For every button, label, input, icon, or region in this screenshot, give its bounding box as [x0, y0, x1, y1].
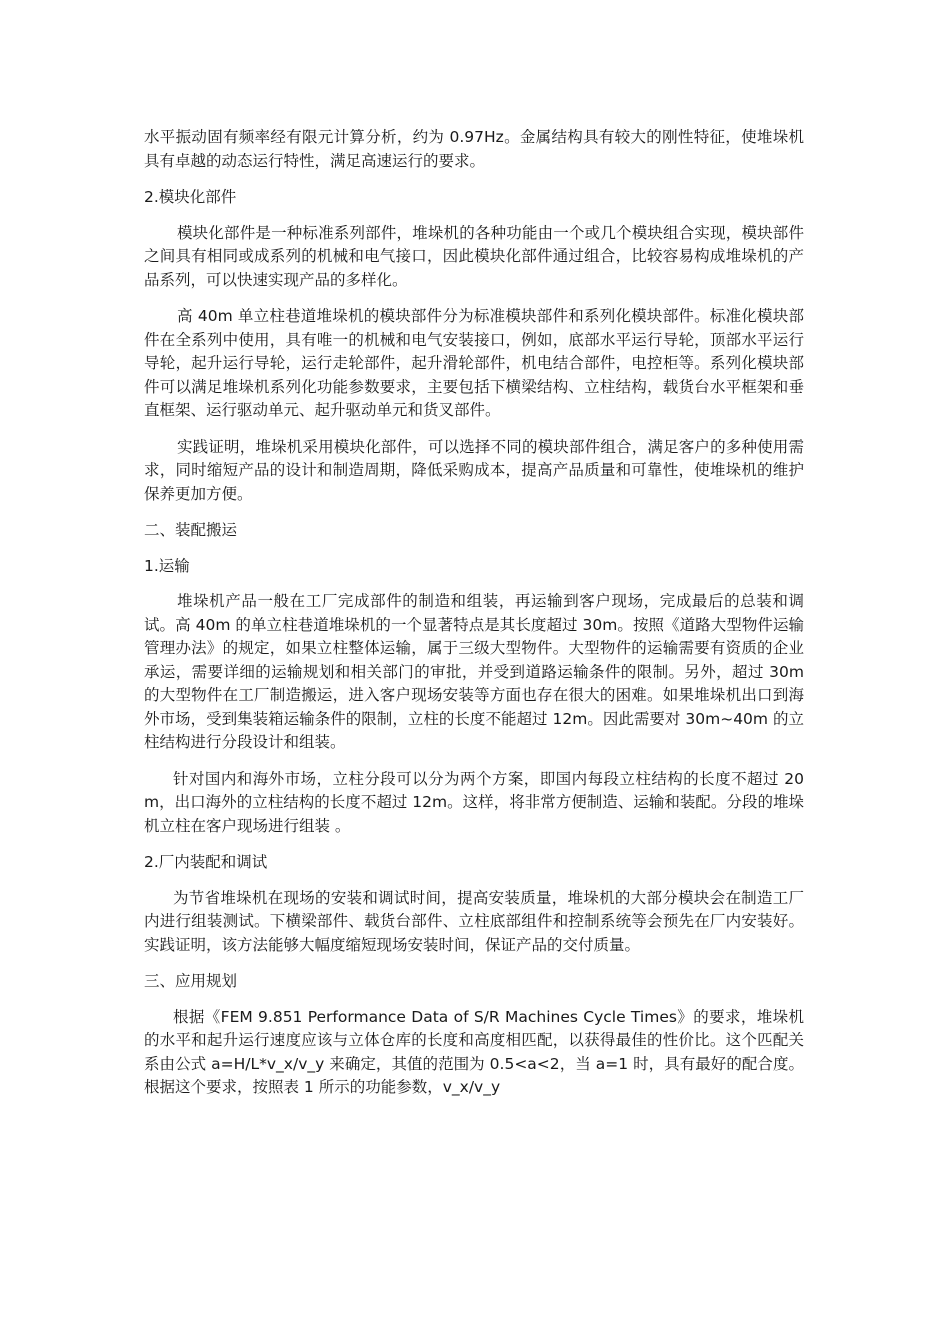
paragraph-factory-assembly: 为节省堆垛机在现场的安装和调试时间，提高安装质量，堆垛机的大部分模块会在制造工厂内进行组装测试。下横梁部件、载货台部件、立柱底部组件和控制系统等会预先在厂内安装好。实践证明，该方法能够大幅度缩短现场安装时间，保证产品的交付质量。 [144, 888, 804, 954]
paragraph-transport-details: 堆垛机产品一般在工厂完成部件的制造和组装，再运输到客户现场，完成最后的总装和调试。高 40m 的单立柱巷道堆垛机的一个显著特点是其长度超过 30m。按照《道路大型物件运输管理办法》的规定，如果立柱整体运输，属于三级大型物件。大型物件的运输需要有资质的企业承运，需要详细的运输规划和相关部门的审批，并受到道路运输条件的限制。另外，超过 30m 的大型物件在工厂制造搬运，进入客户现场安装等方面也存在很大的困难。如果堆垛机出口到海外市场，受到集装箱运输条件的限制，立柱的长度不能超过 12m。因此需要对 30m~40m 的立柱结构进行分段设计和组装。 [144, 592, 804, 751]
heading-transport: 1.运输 [144, 556, 190, 575]
paragraph-fem-requirements: 根据《FEM 9.851 Performance Data of S/R Machines Cycle Times》的要求，堆垛机的水平和起升运行速度应该与立体仓库的长度和高度相匹配，以获得最佳的性价比。这个匹配关系由公式 a=H/L*v_x/v_y 来确定，其值的范围为 0.5<a<2，当 a=1 时，具有最好的配合度。根据这个要求，按照表 1 所示的功能参数，v_x/v_y [144, 1007, 804, 1096]
heading-modular-parts: 2.模块化部件 [144, 188, 237, 206]
heading-assembly-handling: 二、装配搬运 [144, 521, 238, 539]
heading-factory-assembly: 2.厂内装配和调试 [144, 853, 268, 871]
paragraph-modular-classification: 高 40m 单立柱巷道堆垛机的模块部件分为标准模块部件和系列化模块部件。标准化模块部件在全系列中使用，具有唯一的机械和电气安装接口，例如，底部水平运行导轮，顶部水平运行导轮，起升运行导轮，运行走轮部件，起升滑轮部件，机电结合部件，电控柜等。系列化模块部件可以满足堆垛机系列化功能参数要求，主要包括下横梁结构、立柱结构，载货台水平框架和垂直框架、运行驱动单元、起升驱动单元和货叉部件。 [144, 307, 804, 419]
paragraph-modular-definition: 模块化部件是一种标准系列部件，堆垛机的各种功能由一个或几个模块组合实现，模块部件之间具有相同或成系列的机械和电气接口，因此模块化部件通过组合，比较容易构成堆垛机的产品系列，可以快速实现产品的多样化。 [144, 223, 804, 289]
heading-application-planning: 三、应用规划 [144, 972, 238, 990]
paragraph-vibration-frequency: 水平振动固有频率经有限元计算分析，约为 0.97Hz。金属结构具有较大的刚性特征，使堆垛机具有卓越的动态运行特性，满足高速运行的要求。 [144, 128, 804, 170]
paragraph-column-segments: 针对国内和海外市场，立柱分段可以分为两个方案，即国内每段立柱结构的长度不超过 20m，出口海外的立柱结构的长度不超过 12m。这样，将非常方便制造、运输和装配。分段的堆垛机立柱在客户现场进行组装 。 [144, 769, 804, 835]
paragraph-modular-benefits: 实践证明，堆垛机采用模块化部件，可以选择不同的模块部件组合，满足客户的多种使用需求，同时缩短产品的设计和制造周期，降低采购成本，提高产品质量和可靠性，使堆垛机的维护保养更加方便。 [144, 437, 804, 503]
document-page [144, 126, 804, 1113]
